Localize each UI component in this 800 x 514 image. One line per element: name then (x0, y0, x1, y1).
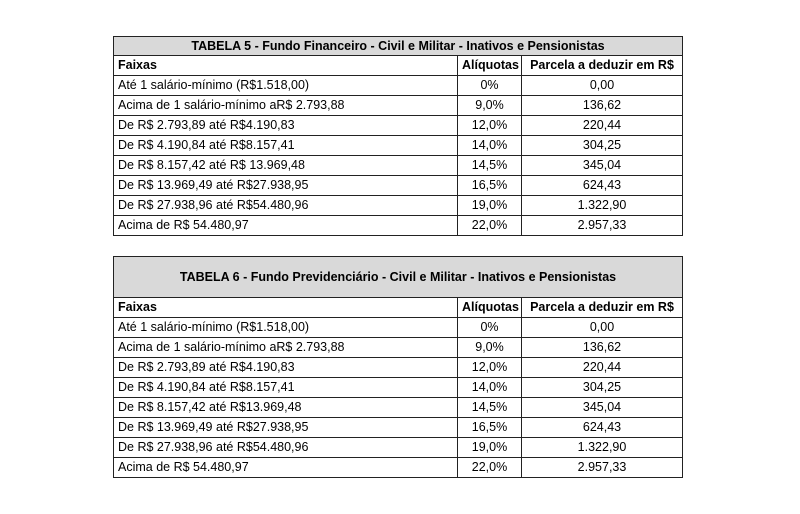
table-row (114, 458, 683, 478)
table-row (114, 116, 683, 136)
faixa-cell: Acima de R$ 54.480,97 (114, 216, 458, 236)
parcela-cell: 304,25 (522, 136, 683, 156)
aliquota-cell: 14,0% (458, 136, 522, 156)
table-row (114, 338, 683, 358)
aliquota-cell: 14,5% (458, 156, 522, 176)
table-row (114, 76, 683, 96)
table-row (114, 196, 683, 216)
table-row (114, 378, 683, 398)
table-row (114, 176, 683, 196)
parcela-cell: 136,62 (522, 338, 683, 358)
table-title-row (114, 257, 683, 298)
table-row (114, 318, 683, 338)
table-title: TABELA 5 - Fundo Financeiro - Civil e Militar - Inativos e Pensionistas (114, 37, 683, 56)
aliquota-cell: 9,0% (458, 338, 522, 358)
parcela-cell: 2.957,33 (522, 216, 683, 236)
aliquota-cell: 12,0% (458, 358, 522, 378)
header-faixas: Faixas (114, 298, 458, 318)
table-row (114, 418, 683, 438)
faixa-cell: De R$ 13.969,49 até R$27.938,95 (114, 176, 458, 196)
faixa-cell: Acima de 1 salário-mínimo aR$ 2.793,88 (114, 96, 458, 116)
aliquota-cell: 14,0% (458, 378, 522, 398)
faixa-cell: De R$ 4.190,84 até R$8.157,41 (114, 378, 458, 398)
faixa-cell: Acima de 1 salário-mínimo aR$ 2.793,88 (114, 338, 458, 358)
faixa-cell: De R$ 27.938,96 até R$54.480,96 (114, 438, 458, 458)
aliquota-cell: 16,5% (458, 176, 522, 196)
aliquota-cell: 9,0% (458, 96, 522, 116)
faixa-cell: Acima de R$ 54.480,97 (114, 458, 458, 478)
faixa-cell: De R$ 2.793,89 até R$4.190,83 (114, 116, 458, 136)
faixa-cell: De R$ 2.793,89 até R$4.190,83 (114, 358, 458, 378)
aliquota-cell: 22,0% (458, 216, 522, 236)
table-row (114, 136, 683, 156)
aliquota-cell: 22,0% (458, 458, 522, 478)
table-row (114, 438, 683, 458)
table-header-row (114, 56, 683, 76)
faixa-cell: De R$ 13.969,49 até R$27.938,95 (114, 418, 458, 438)
faixa-cell: Até 1 salário-mínimo (R$1.518,00) (114, 76, 458, 96)
tabela-5 (113, 36, 683, 236)
faixa-cell: Até 1 salário-mínimo (R$1.518,00) (114, 318, 458, 338)
table-title-row (114, 37, 683, 56)
aliquota-cell: 12,0% (458, 116, 522, 136)
aliquota-cell: 0% (458, 318, 522, 338)
aliquota-cell: 14,5% (458, 398, 522, 418)
faixa-cell: De R$ 8.157,42 até R$ 13.969,48 (114, 156, 458, 176)
header-faixas: Faixas (114, 56, 458, 76)
table-row (114, 398, 683, 418)
aliquota-cell: 0% (458, 76, 522, 96)
parcela-cell: 2.957,33 (522, 458, 683, 478)
table-title: TABELA 6 - Fundo Previdenciário - Civil e Militar - Inativos e Pensionistas (114, 257, 683, 298)
header-aliquotas: Alíquotas (458, 298, 522, 318)
header-parcela: Parcela a deduzir em R$ (522, 298, 683, 318)
table-header-row (114, 298, 683, 318)
parcela-cell: 0,00 (522, 318, 683, 338)
table-row (114, 96, 683, 116)
aliquota-cell: 19,0% (458, 196, 522, 216)
faixa-cell: De R$ 27.938,96 até R$54.480,96 (114, 196, 458, 216)
header-parcela: Parcela a deduzir em R$ (522, 56, 683, 76)
parcela-cell: 624,43 (522, 418, 683, 438)
table-row (114, 216, 683, 236)
parcela-cell: 220,44 (522, 116, 683, 136)
aliquota-cell: 16,5% (458, 418, 522, 438)
parcela-cell: 304,25 (522, 378, 683, 398)
table-row (114, 156, 683, 176)
parcela-cell: 345,04 (522, 156, 683, 176)
parcela-cell: 220,44 (522, 358, 683, 378)
parcela-cell: 1.322,90 (522, 196, 683, 216)
parcela-cell: 136,62 (522, 96, 683, 116)
aliquota-cell: 19,0% (458, 438, 522, 458)
parcela-cell: 624,43 (522, 176, 683, 196)
faixa-cell: De R$ 8.157,42 até R$13.969,48 (114, 398, 458, 418)
parcela-cell: 345,04 (522, 398, 683, 418)
header-aliquotas: Alíquotas (458, 56, 522, 76)
parcela-cell: 1.322,90 (522, 438, 683, 458)
parcela-cell: 0,00 (522, 76, 683, 96)
table-row (114, 358, 683, 378)
tabela-6 (113, 256, 683, 478)
faixa-cell: De R$ 4.190,84 até R$8.157,41 (114, 136, 458, 156)
